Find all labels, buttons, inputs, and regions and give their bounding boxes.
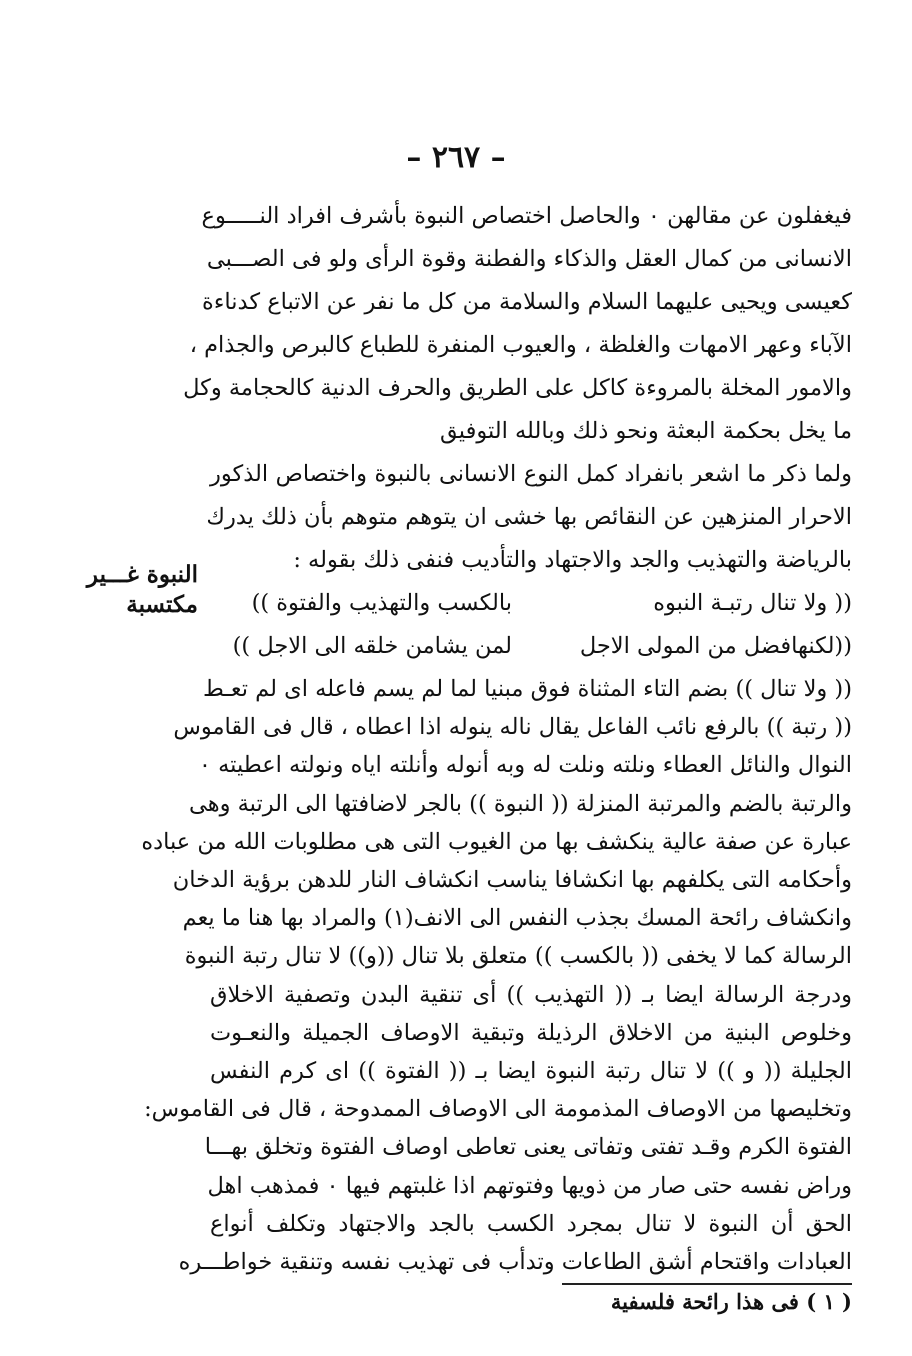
text-line: الجليلة (( و )) لا تنال رتبة النبوة ايضا بـ (( الفتوة )) اى كرم النفس <box>210 1058 852 1084</box>
text-line: وخلوص البنية من الاخلاق الرذيلة وتبقية الاوصاف الجميلة والنعـوت <box>210 1019 852 1046</box>
text-line: الآباء وعهر الامهات والغلظة ، والعيوب المنفرة للطباع كالبرص والجذام ، <box>189 332 852 358</box>
text-line: فيغفلون عن مقالهن ٠ والحاصل اختصاص النبوة بأشرف افراد النـــــوع <box>201 203 852 229</box>
verse-line <box>210 627 852 665</box>
text-line: الانسانى من كمال العقل والذكاء والفطنة وقوة الرأى ولو فى الصـــبى <box>206 246 852 272</box>
text-line: النوال والنائل العطاء ونلته ونلت له وبه أنوله وأنلته اياه ونولته اعطيته ٠ <box>198 752 852 779</box>
footnote: ( ١ ) فى هذا رائحة فلسفية <box>610 1289 852 1315</box>
text-line: عبارة عن صفة عالية ينكشف بها من الغيوب التى هى مطلوبات الله من عباده <box>141 828 852 855</box>
margin-note <box>18 560 198 620</box>
footnote-rule <box>562 1283 852 1285</box>
text-line: ولما ذكر ما اشعر بانفراد كمل النوع الانسانى بالنبوة واختصاص الذكور <box>210 461 853 487</box>
text-line: الفتوة الكرم وقـد تفتى وتفاتى يعنى تعاطى اوصاف الفتوة وتخلق بهـــا <box>204 1134 852 1161</box>
text-line: ودرجة الرسالة ايضا بـ (( التهذيب )) أى تنقية البدن وتصفية الاخلاق <box>210 981 852 1008</box>
page-number: – ٢٦٧ – <box>406 140 506 175</box>
text-line: ما يخل بحكمة البعثة ونحو ذلك وبالله التوفيق <box>440 418 852 444</box>
text-line: وانكشاف رائحة المسك بجذب النفس الى الانف(١) والمراد بها هنا ما يعم <box>182 905 852 932</box>
verse-hemistich-first: ((لكنهافضل من المولى الاجل <box>579 633 852 659</box>
text-line: والامور المخلة بالمروءة كاكل على الطريق والحرف الدنية كالحجامة وكل <box>183 375 852 401</box>
verse-line <box>210 584 852 622</box>
text-line: (( ولا تنال )) بضم التاء المثناة فوق مبنيا لما لم يسم فاعله اى لم تعـط <box>202 676 852 702</box>
text-line: العبادات واقتحام أشق الطاعات وتدأب فى تهذيب نفسه وتنقية خواطـــره <box>178 1249 852 1275</box>
text-line: وتخليصها من الاوصاف المذمومة الى الاوصاف الممدوحة ، قال فى القاموس: <box>144 1096 852 1123</box>
text-line: والرتبة بالضم والمرتبة المنزلة (( النبوة )) بالجر لاضافتها الى الرتبة وهى <box>188 790 852 817</box>
text-line: بالرياضة والتهذيب والجد والاجتهاد والتأديب فنفى ذلك بقوله : <box>293 547 852 573</box>
text-line: الحق أن النبوة لا تنال بمجرد الكسب بالجد والاجتهاد وتكلف أنواع <box>210 1210 852 1237</box>
margin-note-line: مكتسبة <box>126 591 198 618</box>
text-line: (( رتبة )) بالرفع نائب الفاعل يقال ناله ينوله اذا اعطاه ، قال فى القاموس <box>173 714 852 741</box>
verse-hemistich-second: بالكسب والتهذيب والفتوة )) <box>251 590 512 616</box>
text-line: وأحكامه التى يكلفهم بها انكشافا يناسب انكشاف النار للدهن برؤية الدخان <box>172 867 852 893</box>
verse-hemistich-second: لمن يشامن خلقه الى الاجل )) <box>232 633 512 659</box>
verse-hemistich-first: (( ولا تنال رتبـة النبوه <box>653 590 852 616</box>
margin-note-line: النبوة غـــير <box>86 561 198 588</box>
text-line: الرسالة كما لا يخفى (( بالكسب )) متعلق بلا تنال ((و)) لا تنال رتبة النبوة <box>184 943 852 970</box>
text-line: كعيسى ويحيى عليهما السلام والسلامة من كل ما نفر عن الاتباع كدناءة <box>202 289 852 315</box>
text-line: الاحرار المنزهين عن النقائص بها خشى ان يتوهم متوهم بأن ذلك يدرك <box>206 504 852 530</box>
text-line: وراض نفسه حتى صار من ذويها وفتوتهم اذا غلبتهم فيها ٠ فمذهب اهل <box>207 1172 852 1199</box>
